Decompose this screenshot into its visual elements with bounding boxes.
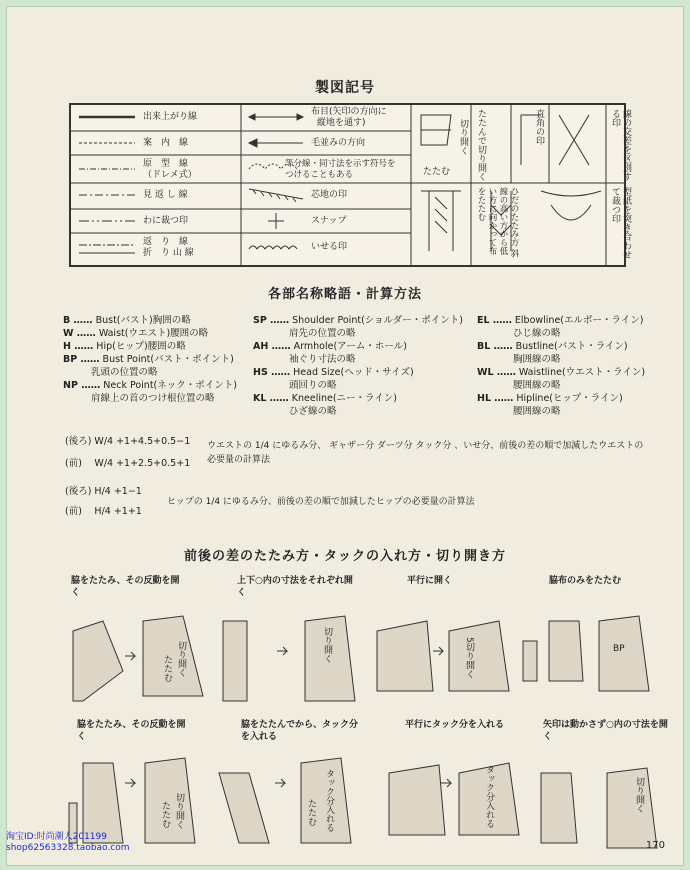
watermark: 淘宝ID:时尚潮人201199 shop62563328.taobao.com [6,832,130,853]
abbr-row: H …… Hip(ヒップ)腰囲の略 [63,341,186,352]
panel-drawing [63,601,213,711]
abbr-row: BP …… Bust Point(バスト・ポイント) [63,354,234,365]
formula-back-waist: (後ろ) W/4 +1+4.5+0.5−1 [65,436,191,447]
pattern-line-sub: （ドレメ式） [143,170,197,180]
abbr-row: NP …… Neck Point(ネック・ポイント) [63,380,237,391]
pleat-label: ひだのたたみ方 斜線の高い方から低い方に向かって布をたたむ [476,187,519,258]
symbols-legend [69,103,631,267]
guide-line-label: 案 内 線 [143,138,189,148]
right-angle-label: 直角の印 [534,109,544,145]
symbols-title: 製図記号 [315,80,375,96]
abbr-column-2: SP …… Shoulder Point(ショルダー・ポイント) 肩先の位置の略 AH …… Armhole(アーム・ホール) 袖ぐり寸法の略 HS …… Head Size(ヘッド・サイズ) 頭回りの略 KL …… Kneeline(ニー・ライン) ひざ線の略 [253,315,463,417]
abbr-row: 肩線上の首のつけ根位置の略 [91,393,215,404]
abbr-title: 各部名称略語・計算方法 [267,287,422,302]
ease-label: いせる印 [311,242,348,252]
fold-title: 前後の差のたたみ方・タックの入れ方・切り開き方 [183,549,506,564]
fold-mountain-label: 折 り 山 線 [143,248,194,258]
panel-1: 脇をたたみ、その反動を開く 切り開く たたむ [63,575,213,710]
align-label: 型紙を突き合わせて裁つ印 [610,187,631,259]
finished-line-label: 出来上がり線 [143,112,198,122]
panel-drawing [379,743,529,853]
facing-line-label: 見 返 し 線 [143,190,188,200]
formula-front-waist: (前) W/4 +1+2.5+0.5+1 [65,458,191,469]
interfacing-label: 芯地の印 [311,190,348,200]
abbr-column-1 [63,314,237,405]
equal-label-2: つけることもある [285,170,354,180]
panel-drawing [217,601,367,711]
panel-title: 脇をたたみ、その反動を開く [71,576,180,598]
snap-label: スナップ [311,216,347,226]
panel-8: 矢印は動かさず○内の寸法を開く 切り開く [527,719,677,854]
formula-front-hip: (前) H/4 +1+1 [65,506,142,517]
fold-cut-label: わに裁つ印 [143,216,189,226]
return-fold-label: 返 り 線 [143,237,189,247]
cross-label: 線の交差を区別する印 [610,109,631,181]
formula-back-hip: (後ろ) H/4 +1−1 [65,486,142,497]
abbr-column-3: EL …… Elbowline(エルボー・ライン) ひじ線の略 BL …… Bustline(バスト・ライン) 胸囲線の略 WL …… Waistline(ウエスト・ライン) 腰囲線の略 HL …… Hipline(ヒップ・ライン) 腰囲線の略 [477,315,646,417]
panel-drawing [211,743,361,853]
fold-label: たたむ [423,167,451,177]
panel-7: 平行にタック分を入れる タック分入れる [379,719,529,854]
grain-label-2: 縦地を通す) [317,118,366,128]
page [6,6,684,866]
equal-label: 等分線・同寸法を示す符号を [285,159,396,169]
panel-drawing [527,743,677,853]
nap-label: 毛並みの方向 [311,138,366,148]
page-number: 170 [645,840,665,851]
panel-2: 上下○内の寸法をそれぞれ開く 切り開く [217,575,367,710]
panel-4: 脇布のみをたたむ BP [519,575,669,710]
formula-waist-desc: ウエストの 1/4 にゆるみ分、 ギャザー分 ダーツ分 タック分 、いせ分、前後の差の順で加減したウエストの必要量の計算法 [207,441,644,465]
cut-open-label: 切り開く [458,119,468,155]
pattern-line-label: 原 型 線 [143,159,189,169]
panel-6: 脇をたたんでから、タック分を入れる タック分入れる たたむ [211,719,361,854]
abbr-row: B …… Bust(バスト)胸囲の略 [63,315,191,326]
panel-drawing [519,601,669,711]
abbr-row: 乳頭の位置の略 [91,367,158,378]
panel-3: 平行に開く 5切り開く [371,575,521,710]
abbr-row: W …… Waist(ウエスト)腰囲の略 [63,328,209,339]
panel-5: 脇をたたみ、その反動を開く 切り開く たたむ [63,719,213,854]
panel-drawing [371,601,521,711]
formula-hip-desc: ヒップの 1/4 にゆるみ分、前後の差の順で加減したヒップの必要量の計算法 [167,497,475,507]
grain-label: 布目(矢印の方向に [311,107,387,117]
fold-cut-open-label: たたんで切り開く [476,109,486,181]
